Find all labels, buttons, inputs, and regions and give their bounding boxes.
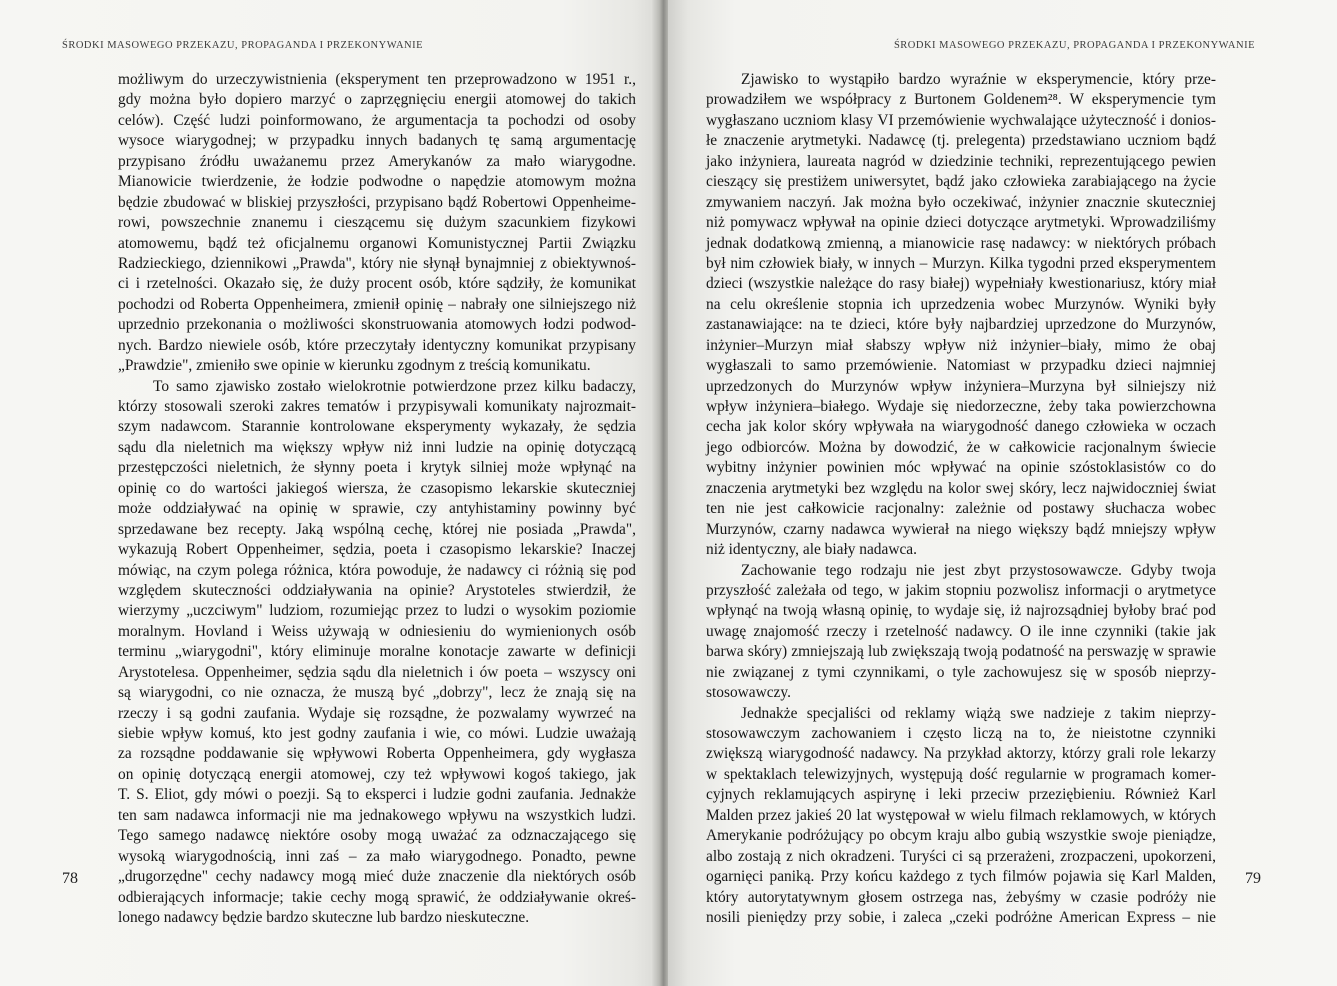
text-line: możliwym do urzeczywistnienia (eksperyment ten przeprowadzono w 1951 r., <box>118 71 636 88</box>
text-line: nosili pieniędzy przy sobie, i zaleca „czeki podróżne American Express – nie <box>706 908 1216 926</box>
text-line: przestępczości nieletnich, że słynny poeta i krytyk silniej może wpłynąć na <box>118 459 636 477</box>
text-line: odbierających informacje; takie cechy mogą sprawić, że oddziaływanie okreś- <box>118 888 636 906</box>
text-line: wybitny inżynier powinien móc wpływać na opinie szóstoklasistów co do <box>706 459 1216 477</box>
running-header: ŚRODKI MASOWEGO PRZEKAZU, PROPAGANDA I PRZEKONYWANIE <box>893 40 1255 51</box>
text-line: zastanawiające: na te dzieci, które były najbardziej uprzedzone do Murzynów, <box>706 316 1216 334</box>
body-text <box>706 70 1216 928</box>
text-line: Arystotelesa. Oppenheimer, sędzia sądu dla nieletnich i ów poeta – wszyscy oni <box>118 663 636 681</box>
text-line: nie związanej z tymi czynnikami, o tyle zachowujesz się w sposób nieprzy- <box>706 663 1216 681</box>
text-line: Zjawisko to wystąpiło bardzo wyraźnie w eksperymencie, który prze- <box>741 71 1216 88</box>
text-line: To samo zjawisko zostało wielokrotnie potwierdzone przez kilku badaczy, <box>153 377 636 395</box>
text-line: Tego samego nadawcę niektóre osoby mogą uważać za odznaczającego się <box>118 827 636 845</box>
text-line: barwa skóry) zmniejszają lub zwiększają twoją podatność na perswazję w sprawie <box>706 643 1216 661</box>
text-line: wierzymy „uczciwym" ludziom, rozumiejąc przez to ludzi o wysokim poziomie <box>118 602 636 620</box>
text-line: ogarnięci paniką. Przy końcu każdego z tych filmów pojawia się Karl Malden, <box>706 868 1216 886</box>
text-line: wysoką wiarygodnością, inni zaś – za mało wiarygodnego. Ponadto, pewne <box>118 847 636 865</box>
text-line: Amerykanie podróżujący po obcym kraju albo gubią wszystkie swoje pieniądze, <box>706 827 1216 845</box>
text-line: zwiększą wiarygodność nadawcy. Na przykład aktorzy, którzy grali role lekarzy <box>706 745 1216 763</box>
text-line: inżynier–Murzyn miał słabszy wpływ niż inżynier–biały, mimo że obaj <box>706 336 1216 354</box>
text-line: jednak dodatkową zmienną, a mianowicie rasę nadawcy: w niektórych próbach <box>706 234 1216 252</box>
text-line: rowi, powszechnie znanemu i cieszącemu się dużym szacunkiem fizykowi <box>118 214 636 232</box>
text-line: Malden przez jakieś 20 lat występował w wielu filmach reklamowych, w których <box>706 806 1216 824</box>
text-line: ci i rzetelności. Okazało się, że duży procent osób, które sądziły, że komunikat <box>118 275 636 293</box>
running-header: ŚRODKI MASOWEGO PRZEKAZU, PROPAGANDA I PRZEKONYWANIE <box>62 40 424 51</box>
page-number: 79 <box>1245 870 1261 887</box>
text-line: są wiarygodni, co nie oznacza, że muszą być „dobrzy", lecz że znają się na <box>118 684 636 702</box>
text-line: siebie wpływ komuś, kto jest godny zaufania i wie, co mówi. Ludzie uważają <box>118 725 636 742</box>
text-line: Radzieckiego, dziennikowi „Prawda", który nie słynął bynajmniej z obiektywnoś- <box>118 254 636 272</box>
text-line: stosowawczym zachowaniem i często liczą na to, że nieistotne czynniki <box>706 725 1216 742</box>
text-line: szym nadawcom. Starannie kontrolowane eksperymenty wykazały, że sędzia <box>118 418 636 436</box>
text-line: ten sam nadawca informacji nie ma jednakowego wpływu na wszystkich ludzi. <box>118 806 636 824</box>
text-line: przyszłość zależała od tego, w jakim stopniu pozwolisz informacji o arytmetyce <box>706 581 1216 599</box>
text-line: dzieci (wszystkie należące do rasy białej) wypełniały kwestionariusz, który miał <box>706 275 1216 293</box>
text-line: uprzedzonych do Murzynów wpływ inżyniera–Murzyna był silniejszy niż <box>706 377 1216 395</box>
text-line: stosowawczy. <box>706 684 791 702</box>
text-line: „Prawdzie", zmieniło swe opinie w kierunku zgodnym z treścią komunikatu. <box>118 357 591 375</box>
text-line: niż identyczny, ale biały nadawca. <box>706 541 917 559</box>
text-line: Murzynów, czarny nadawca wywierał na niego większy bądź mniejszy wpływ <box>706 520 1216 538</box>
text-line: albo zostają z nich okradzeni. Turyści ci są przerażeni, zrozpaczeni, upokorzeni, <box>706 847 1216 865</box>
text-line: który autorytatywnym głosem ostrzega nas, żebyśmy w czasie podróży nie <box>706 888 1216 906</box>
text-line: wygłaszali to samo przemówienie. Natomiast w przypadku dzieci najmniej <box>706 357 1216 375</box>
text-line: niż pomywacz wpływał na opinie dzieci dotyczące arytmetyki. Wprowadziliśmy <box>706 214 1216 232</box>
body-text <box>118 70 636 928</box>
text-line: cecha jak kolor skóry wpływała na wiarygodność danego człowieka w oczach <box>706 418 1216 436</box>
text-line: jego odbiorców. Można by dowodzić, że w całkowicie racjonalnym świecie <box>706 438 1216 456</box>
text-line: przypisano źródłu uważanemu przez Amerykanów za mało wiarygodne. <box>118 152 636 170</box>
text-line: którzy stosowali szeroki zakres tematów i przypisywali komunikaty najrozmait- <box>118 398 636 415</box>
text-line: uwagę znajomość rzeczy i rzetelność nadawcy. O ile inne czynniki (takie jak <box>706 622 1216 640</box>
text-line: zmywaniem naczyń. Jak można było oczekiwać, inżynier znacznie skuteczniej <box>706 193 1216 211</box>
text-line: wykazują Robert Oppenheimer, sędzia, poeta i czasopismo lekarskie? Inaczej <box>118 541 636 559</box>
text-line: będzie zbudować w bliskiej przyszłości, przypisano bądź Robertowi Oppenheime- <box>118 193 636 211</box>
text-line: łe znaczenie arytmetyki. Nadawcę (tj. prelegenta) przedstawiano uczniom bądź <box>706 132 1216 150</box>
text-line: mówiąc, na czym polega różnica, która powoduje, że nadawcy ci różnią się pod <box>118 561 636 579</box>
text-line: lonego nadawcy będzie bardzo skuteczne lub bardzo nieskuteczne. <box>118 908 530 926</box>
text-line: pochodzi od Roberta Oppenheimera, zmienił opinię – nabrały one silniejszego niż <box>118 295 636 313</box>
page-number: 78 <box>62 870 78 887</box>
text-line: terminu „wiarygodni", który eliminuje moralne konotacje zawarte w definicji <box>118 643 636 661</box>
text-line: „drugorzędne" cechy nadawcy mogą mieć duże znaczenie dla niektórych osób <box>118 868 636 886</box>
text-line: sprzedawane bez recepty. Jaką wspólną cechę, której nie posiada „Prawda", <box>118 520 636 538</box>
text-line: może oddziaływać na opinię w sprawie, czy antyhistaminy powinny być <box>118 500 636 518</box>
text-line: gdy można było dopiero marzyć o zaprzęgnięciu energii atomowej do takich <box>118 91 636 109</box>
text-line: wpływ inżyniera–białego. Wydaje się niedorzeczne, żeby taka powierzchowna <box>706 398 1216 415</box>
text-line: ten nie jest całkowicie racjonalny: zależnie od postawy słuchacza wobec <box>706 500 1216 518</box>
text-line: w spektaklach telewizyjnych, występują dość regularnie w programach komer- <box>706 765 1216 783</box>
text-line: wysoce wiarygodnej; w przypadku innych badanych tę samą argumentację <box>118 132 636 150</box>
text-line: Zachowanie tego rodzaju nie jest zbyt przystosowawcze. Gdyby twoja <box>741 561 1216 579</box>
text-line: nych. Bardzo niewiele osób, które przeczytały identyczny komunikat przypisany <box>118 336 636 354</box>
text-line: na celu określenie stopnia ich uprzedzenia wobec Murzynów. Wyniki były <box>706 295 1216 313</box>
text-line: wpłynąć na twoją własną opinię, to wydaje się, iż najrozsądniej byłoby brać pod <box>706 602 1216 620</box>
text-line: on opinię dotyczącą energii atomowej, czy też wpływowi kogoś takiego, jak <box>118 765 636 783</box>
text-line: atomowemu, bądź też oficjalnemu organowi Komunistycznej Partii Związku <box>118 234 636 252</box>
text-line: względem skuteczności oddziaływania na opinie? Arystoteles stwierdził, że <box>118 581 636 599</box>
text-line: sądu dla nieletnich ma większy wpływ niż inni ludzie na opinię dotyczącą <box>118 438 636 456</box>
text-line: znaczenia arytmetyki bez względu na kolor swej skóry, lecz najwidoczniej świat <box>706 479 1216 497</box>
text-line: rzeczy i są godni zaufania. Wydaje się rozsądne, że pozwalamy wywrzeć na <box>118 704 636 722</box>
text-line: cieszący się prestiżem uniwersytet, bądź jako człowieka zarabiającego na życie <box>706 173 1216 191</box>
right-page <box>668 0 1337 986</box>
text-line: za rozsądne poddawanie się wpływowi Roberta Oppenheimera, gdy wygłasza <box>118 745 636 763</box>
text-line: uprzednio przekonania o możliwości skonstruowania atomowych łodzi podwod- <box>118 316 636 334</box>
text-line: prowadziłem we współpracy z Burtonem Goldenem²⁸. W eksperymencie tym <box>706 91 1216 109</box>
text-line: T. S. Eliot, gdy mówi o poezji. Są to eksperci i ludzie godni zaufania. Jednakże <box>118 786 636 804</box>
text-line: Jednakże specjaliści od reklamy wiążą swe nadzieje z takim nieprzy- <box>741 704 1216 722</box>
left-page <box>0 0 661 986</box>
text-line: celów). Część ludzi poinformowano, że argumentacja ta pochodzi od osoby <box>118 111 636 129</box>
text-line: opinię co do wartości jakiegoś wiersza, że czasopismo lekarskie skuteczniej <box>118 479 636 497</box>
text-line: wygłaszano uczniom klasy VI przemówienie wychwalające użyteczność i donios- <box>706 111 1216 129</box>
text-line: Mianowicie twierdzenie, że łodzie podwodne o napędzie atomowym można <box>118 173 636 191</box>
text-line: cyjnych reklamujących aspirynę i leki przeciw przeziębieniu. Również Karl <box>706 786 1216 804</box>
text-line: był nim człowiek biały, w innych – Murzyn. Kilka tygodni przed eksperymentem <box>706 254 1216 272</box>
text-line: jako inżyniera, laureata nagród w dziedzinie techniki, reprezentującego pewien <box>706 152 1216 170</box>
text-line: moralnym. Hovland i Weiss używają w odniesieniu do wymienionych osób <box>118 622 636 640</box>
